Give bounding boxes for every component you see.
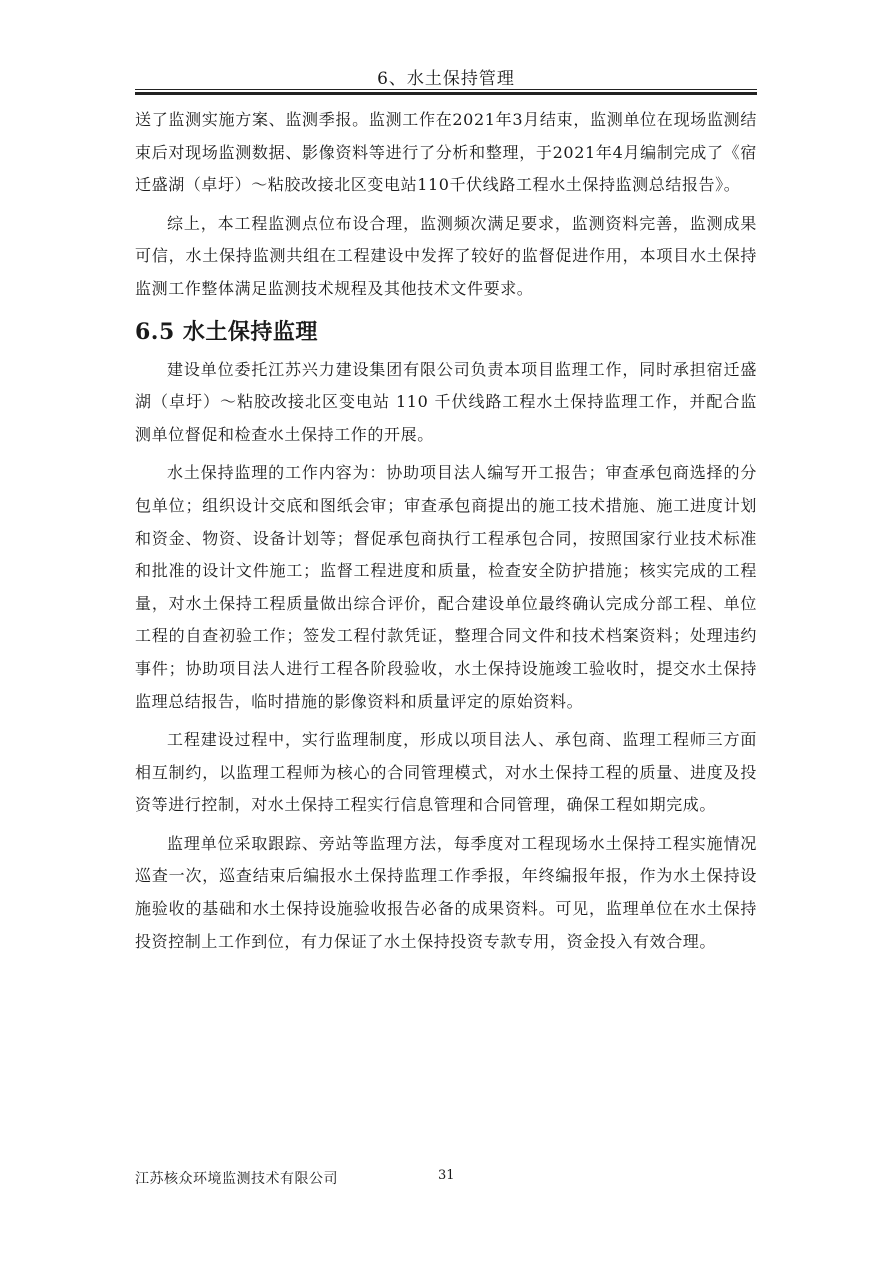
section-heading: 6.5 水土保持监理: [135, 318, 318, 345]
page-header-title: 6、水土保持管理: [377, 69, 515, 89]
paragraph-summary: 综上，本工程监测点位布设合理，监测频次满足要求，监测资料完善，监测成果可信，水土保持监测共组在工程建设中发挥了较好的监督促进作用，本项目水土保持监测工作整体满足监测技术规程及其他技术文件要求。: [135, 213, 757, 298]
paragraph-supervision-content: 水土保持监理的工作内容为：协助项目法人编写开工报告；审查承包商选择的分包单位；组织设计交底和图纸会审；审查承包商提出的施工技术措施、施工进度计划和资金、物资、设备计划等；督促承包商执行工程承包合同，按照国家行业技术标准和批准的设计文件施工；监督工程进度和质量，检查安全防护措施；核实完成的工程量，对水土保持工程质量做出综合评价，配合建设单位最终确认完成分部工程、单位工程的自查初验工作；签发工程付款凭证，整理合同文件和技术档案资料；处理违约事件；协助项目法人进行工程各阶段验收，水土保持设施竣工验收时，提交水土保持监理总结报告，临时措施的影像资料和质量评定的原始资料。: [135, 463, 757, 711]
footer-company-name: 江苏核众环境监测技术有限公司: [135, 1171, 338, 1187]
document-body: [135, 104, 757, 964]
paragraph-supervision-system: 工程建设过程中，实行监理制度，形成以项目法人、承包商、监理工程师三方面相互制约，以监理工程师为核心的合同管理模式，对水土保持工程的质量、进度及投资等进行控制，对水土保持工程实行信息管理和合同管理，确保工程如期完成。: [135, 730, 757, 815]
header-rule-thin: [135, 89, 757, 90]
footer-page-number: 31: [438, 1168, 455, 1183]
paragraph-continued: 送了监测实施方案、监测季报。监测工作在2021年3月结束，监测单位在现场监测结束后对现场监测数据、影像资料等进行了分析和整理，于2021年4月编制完成了《宿迁盛湖（卓圩）～粘胶改接北区变电站110千伏线路工程水土保持监测总结报告》。: [135, 110, 757, 195]
header-rule-thick: [135, 92, 757, 95]
paragraph-supervision-entrust: 建设单位委托江苏兴力建设集团有限公司负责本项目监理工作，同时承担宿迁盛湖（卓圩）～粘胶改接北区变电站 110 千伏线路工程水土保持监理工作，并配合监测单位督促和检查水土保持工作的开展。: [135, 359, 757, 444]
paragraph-supervision-method: 监理单位采取跟踪、旁站等监理方法，每季度对工程现场水土保持工程实施情况巡查一次，巡查结束后编报水土保持监理工作季报，年终编报年报，作为水土保持设施验收的基础和水土保持设施验收报告必备的成果资料。可见，监理单位在水土保持投资控制上工作到位，有力保证了水土保持投资专款专用，资金投入有效合理。: [135, 833, 757, 951]
